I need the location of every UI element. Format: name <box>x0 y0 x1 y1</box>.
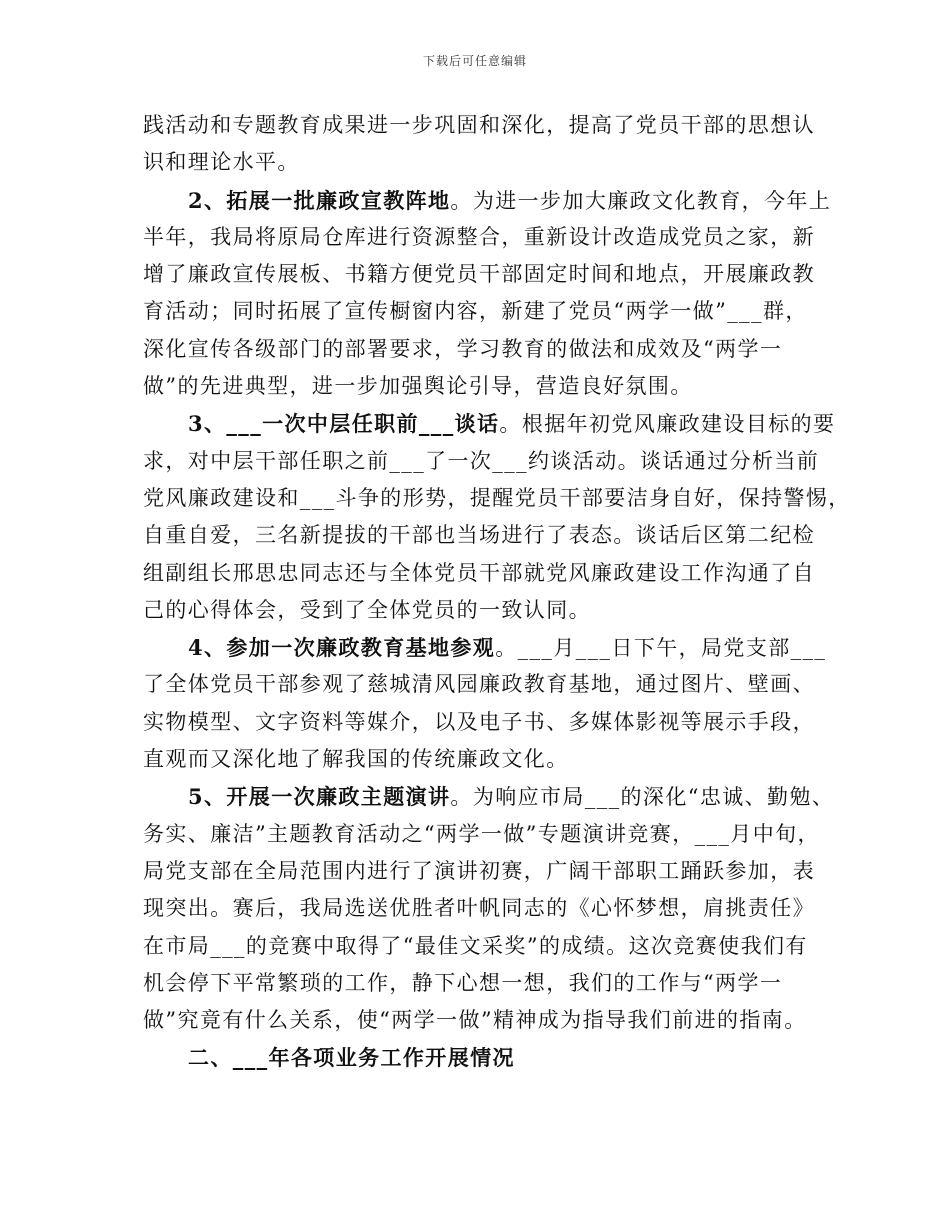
chapter-heading-line <box>143 1039 815 1076</box>
section-heading: 3、___一次中层任职前___谈话 <box>188 411 500 437</box>
text-line: 直观而又深化地了解我国的传统廉政文化。 <box>143 747 569 772</box>
text-line: 求，对中层干部任职之前___了一次___约谈活动。谈话通过分析当前 <box>143 448 820 473</box>
text-line: 在市局___的竞赛中取得了“最佳文采奖”的成绩。这次竞赛使我们有 <box>143 933 808 958</box>
text-line: 践活动和专题教育成果进一步巩固和深化，提高了党员干部的思想认 <box>143 113 815 137</box>
text-line: 增了廉政宣传展板、书籍方便党员干部固定时间和地点，开展廉政教 <box>143 262 815 287</box>
text-line: 局党支部在全局范围内进行了演讲初赛，广阔干部职工踊跃参加，表 <box>143 858 815 883</box>
text-line: 半年，我局将原局仓库进行资源整合，重新设计改造成党员之家，新 <box>143 224 815 249</box>
text-line: 做”究竟有什么关系，使“两学一做”精神成为指导我们前进的指南。 <box>143 1008 807 1033</box>
section-line: 3、___一次中层任职前___谈话。根据年初党风廉政建设目标的要 <box>188 411 836 437</box>
section-heading: 4、参加一次廉政教育基地参观 <box>188 635 496 661</box>
text-line: 实物模型、文字资料等媒介，以及电子书、多媒体影视等展示手段， <box>143 709 815 734</box>
chapter-heading: 二、___年各项业务工作开展情况 <box>188 1045 515 1071</box>
section-heading: 2、拓展一批廉政宣教阵地 <box>188 187 451 213</box>
text-line: 自重自爱，三名新提拔的干部也当场进行了表态。谈话后区第二纪检 <box>143 523 815 548</box>
text-line: 党风廉政建设和___斗争的形势，提醒党员干部要洁身自好，保持警惕， <box>143 485 851 510</box>
page-header: 下载后可任意编辑 <box>422 54 527 68</box>
text-line: 务实、廉洁”主题教育活动之“两学一做”专题演讲竞赛，___月中旬， <box>143 821 820 846</box>
text-line: 现突出。赛后，我局选送优胜者叶帆同志的《心怀梦想，肩挑责任》 <box>143 896 815 921</box>
text-line: 机会停下平常繁琐的工作，静下心想一想，我们的工作与“两学一 <box>143 970 783 995</box>
section-line: 2、拓展一批廉政宣教阵地。为进一步加大廉政文化教育，今年上 <box>188 187 832 213</box>
section-heading: 5、开展一次廉政主题演讲 <box>188 784 451 810</box>
text-line: 组副组长邢思忠同志还与全体党员干部就党风廉政建设工作沟通了自 <box>143 560 815 585</box>
document-body <box>143 107 851 1077</box>
section-line: 4、参加一次廉政教育基地参观。___月___日下午，局党支部___ <box>188 635 827 661</box>
text-line: 识和理论水平。 <box>143 150 300 175</box>
text-line: 了全体党员干部参观了慈城清风园廉政教育基地，通过图片、壁画、 <box>143 672 815 697</box>
text-line: 深化宣传各级部门的部署要求，学习教育的做法和成效及“两学一 <box>143 336 783 361</box>
text-line: 育活动；同时拓展了宣传橱窗内容，新建了党员“两学一做”___群， <box>143 299 808 324</box>
text-line: 己的心得体会，受到了全体党员的一致认同。 <box>143 597 591 622</box>
section-line: 5、开展一次廉政主题演讲。为响应市局___的深化“忠诚、勤勉、 <box>188 784 835 810</box>
text-line: 做”的先进典型，进一步加强舆论引导，营造良好氛围。 <box>143 374 693 399</box>
